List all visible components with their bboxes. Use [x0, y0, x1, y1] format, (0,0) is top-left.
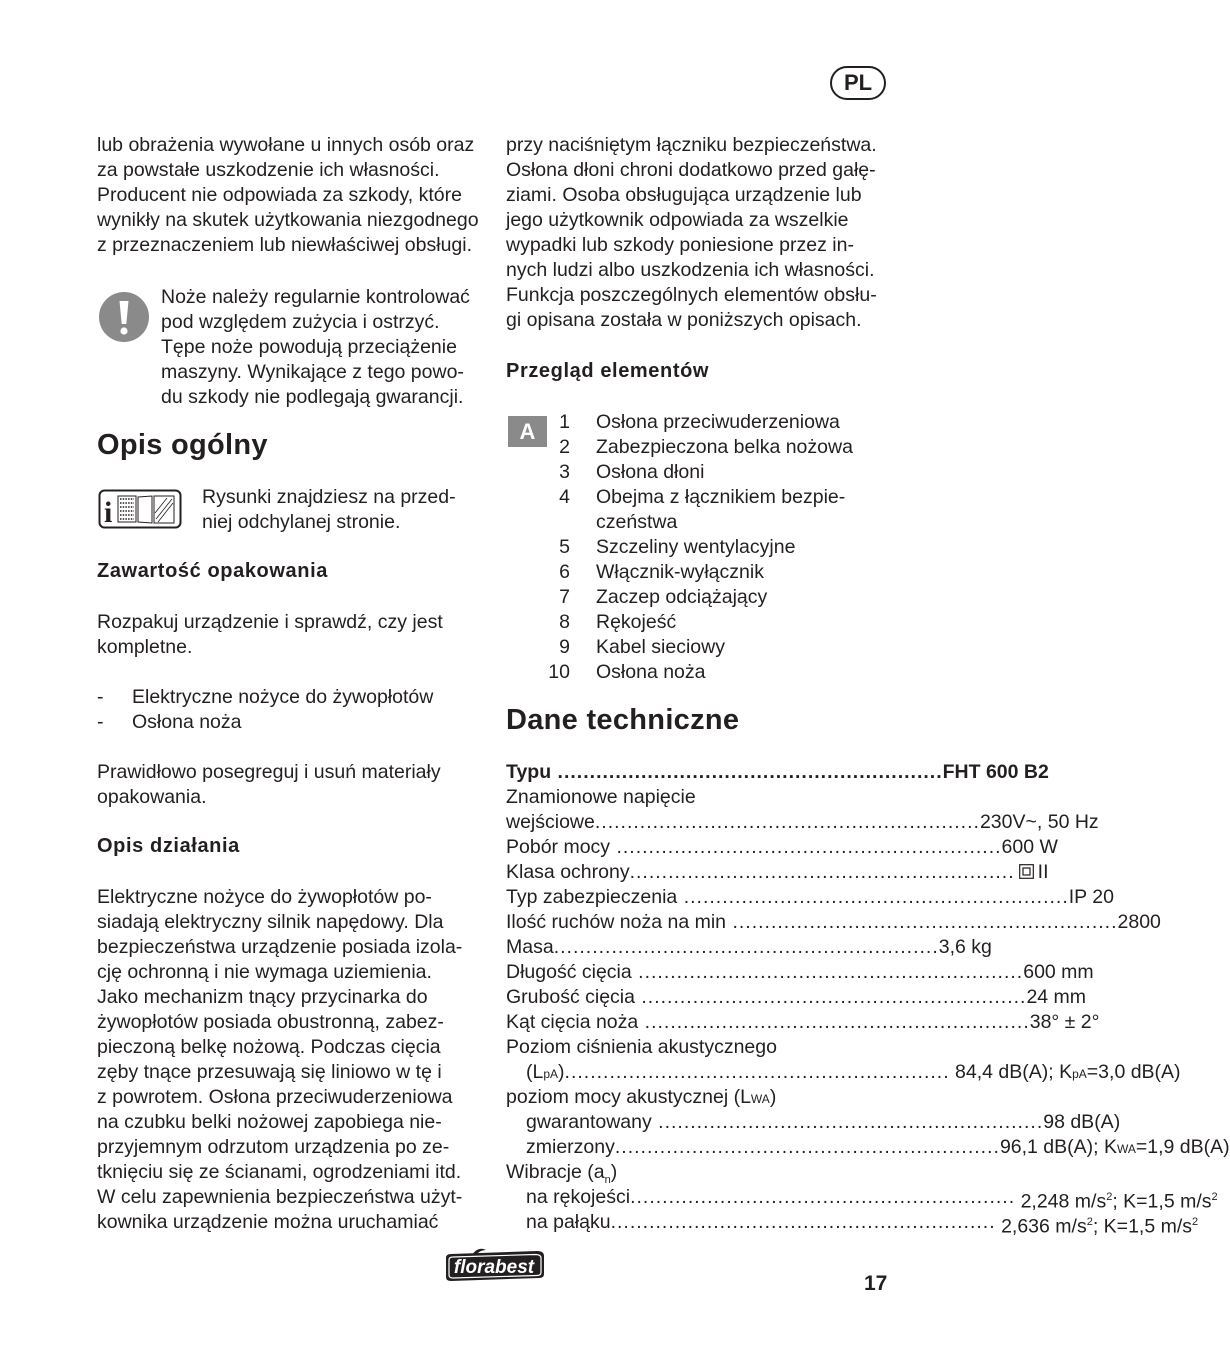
- spec-value: [996, 1210, 1199, 1238]
- symbol-subscript: WA: [1117, 1142, 1136, 1156]
- spec-row-ip: [506, 885, 1114, 910]
- leader-dots: ............................................................: [638, 1011, 1030, 1033]
- element-number: 2: [559, 436, 570, 458]
- spec-value: 230V~, 50 Hz: [979, 811, 1099, 833]
- label-text: Wibracje (a: [506, 1161, 605, 1183]
- paragraph-line: cję ochronną i nie wymaga uziemienia.: [97, 961, 432, 983]
- spec-label: Poziom ciśnienia akustycznego: [506, 1036, 777, 1058]
- value: 96,1 dB(A); K: [999, 1136, 1117, 1158]
- paragraph-line: Rozpakuj urządzenie i sprawdź, czy jest: [97, 611, 443, 633]
- section-title-tech: Dane techniczne: [506, 704, 740, 736]
- paragraph-line: Jako mechanizm tnący przycinarka do: [97, 986, 428, 1008]
- leader-dots: ............................................................: [614, 1136, 1000, 1158]
- element-label: Rękojeść: [596, 611, 677, 633]
- spec-key: Ilość ruchów noża na min: [506, 911, 727, 933]
- element-label: Kabel sieciowy: [596, 636, 725, 658]
- spec-key: Grubość cięcia: [506, 986, 635, 1008]
- paragraph-line: za powstałe uszkodzenie ich własności.: [97, 159, 440, 181]
- element-number: 6: [559, 561, 570, 583]
- leader-dots: ............................................................: [610, 836, 1002, 858]
- superscript: 2: [1211, 1191, 1218, 1203]
- spec-key: (LpA): [526, 1061, 565, 1083]
- leader-dots: ............................................................: [610, 1211, 996, 1233]
- paragraph-line: tknięciu się ze ścianami, ogrodzeniami itd.: [97, 1161, 462, 1183]
- symbol-subscript: pA: [1072, 1067, 1087, 1081]
- spec-row-mass: [506, 935, 992, 960]
- spec-key: wejściowe: [506, 811, 595, 833]
- superscript: 2: [1192, 1216, 1199, 1228]
- section-title-function: Opis działania: [97, 835, 240, 857]
- info-line: Rysunki znajdziesz na przed-: [202, 486, 456, 508]
- paragraph-line: wypadki lub szkody poniesione przez in-: [506, 234, 854, 256]
- label-text: ): [769, 1086, 777, 1108]
- value: =3,0 dB(A): [1086, 1061, 1181, 1083]
- paragraph-line: Osłona dłoni chroni dodatkowo przed gałę-: [506, 159, 876, 181]
- spec-row-measured: [526, 1135, 1230, 1160]
- section-title-overview: Przegląd elementów: [506, 360, 710, 382]
- element-label: Osłona przeciwuderzeniowa: [596, 411, 840, 433]
- spec-value: FHT 600 B2: [942, 761, 1049, 783]
- spec-row-voltage: [506, 810, 1099, 835]
- element-label: Zaczep odciążający: [596, 586, 768, 608]
- element-number: 8: [559, 611, 570, 633]
- paragraph-line: ziami. Osoba obsługująca urządzenie lub: [506, 184, 862, 206]
- element-number: 4: [559, 486, 570, 508]
- leader-dots: ............................................................: [629, 861, 1015, 883]
- element-label-continued: czeństwa: [596, 511, 678, 533]
- spec-value: 600 mm: [1023, 961, 1094, 983]
- element-label: Zabezpieczona belka nożowa: [596, 436, 853, 458]
- element-number: 1: [559, 411, 570, 433]
- value: 2,636 m/s: [1001, 1215, 1087, 1238]
- value: ; K=1,5 m/s: [1112, 1190, 1212, 1213]
- superscript: 2: [1086, 1216, 1093, 1228]
- spec-value: 24 mm: [1026, 986, 1087, 1008]
- spec-row-type: [506, 760, 1049, 785]
- paragraph-line: bezpieczeństwa urządzenie posiada izola-: [97, 936, 463, 958]
- element-number: 3: [559, 461, 570, 483]
- leader-dots: ............................................................: [677, 886, 1069, 908]
- spec-value: [1015, 860, 1049, 885]
- paragraph-line: siadają elektryczny silnik napędowy. Dla: [97, 911, 444, 933]
- value: =1,9 dB(A): [1135, 1136, 1230, 1158]
- warning-line: Noże należy regularnie kontrolować: [161, 286, 470, 308]
- paragraph-line: z przeznaczeniem lub niewłaściwej obsługi.: [97, 234, 473, 256]
- spec-key: gwarantowany: [526, 1111, 652, 1133]
- label-text: ): [610, 1161, 618, 1183]
- paragraph-line: kownika urządzenie można uruchamiać: [97, 1211, 439, 1233]
- leader-dots: ............................................................: [553, 936, 939, 958]
- paragraph-line: z powrotem. Osłona przeciwuderzeniowa: [97, 1086, 453, 1108]
- warning-exclamation-icon: [99, 292, 149, 342]
- logo-text: florabest: [453, 1257, 535, 1278]
- spec-value: 3,6 kg: [938, 936, 992, 958]
- spec-key: Długość cięcia: [506, 961, 632, 983]
- leader-dots: ............................................................: [726, 911, 1118, 933]
- paragraph-line: przyjemnym odrzutom urządzenia po ze-: [97, 1136, 450, 1158]
- spec-value: 600 W: [1001, 836, 1058, 858]
- leader-dots: ............................................................: [594, 811, 980, 833]
- spec-row-cut-angle: [506, 1010, 1100, 1035]
- list-item: Elektryczne nożyce do żywopłotów: [132, 686, 434, 708]
- leader-dots: ............................................................: [564, 1061, 950, 1083]
- spec-label: Znamionowe napięcie: [506, 786, 696, 808]
- paragraph-line: pieczoną belkę nożową. Podczas cięcia: [97, 1036, 441, 1058]
- section-title-general: Opis ogólny: [97, 429, 268, 461]
- spec-row-vibration-handle: [526, 1185, 1218, 1213]
- paragraph-line: Prawidłowo posegreguj i usuń materiały: [97, 761, 441, 783]
- spec-value: 98 dB(A): [1043, 1111, 1121, 1133]
- spec-row-guaranteed: [526, 1110, 1121, 1135]
- spec-row-strokes: [506, 910, 1161, 935]
- symbol-subscript: WA: [750, 1092, 770, 1106]
- value: 84,4 dB(A); K: [955, 1061, 1073, 1083]
- paragraph-line: wynikły na skutek użytkowania niezgodnego: [97, 209, 479, 231]
- spec-key: Masa: [506, 936, 554, 958]
- warning-line: Tępe noże powodują przeciążenie: [161, 336, 457, 358]
- leader-dots: ............................................................: [651, 1111, 1044, 1133]
- spec-key: Klasa ochrony: [506, 861, 630, 883]
- paragraph-line: opakowania.: [97, 786, 207, 808]
- spec-row-class: [506, 860, 1049, 885]
- spec-key: zmierzony: [526, 1136, 615, 1158]
- warning-line: maszyny. Wynikające z tego powo-: [161, 361, 464, 383]
- language-badge: PL: [830, 66, 886, 100]
- paragraph-line: Producent nie odpowiada za szkody, które: [97, 184, 462, 206]
- paragraph-line: gi opisana została w poniższych opisach.: [506, 309, 862, 331]
- paragraph-line: jego użytkownik odpowiada za wszelkie: [506, 209, 849, 231]
- spec-row-cut-length: [506, 960, 1094, 985]
- paragraph-line: żywopłotów posiada obustronną, zabez-: [97, 1011, 444, 1033]
- spec-value: [1015, 1185, 1218, 1213]
- spec-key: Typ zabezpieczenia: [506, 886, 678, 908]
- spec-value: [950, 1060, 1181, 1085]
- leader-dots: ............................................................: [634, 986, 1027, 1008]
- spec-row-power: [506, 835, 1058, 860]
- double-insulation-icon: [1019, 864, 1034, 879]
- spec-key: Kąt cięcia noża: [506, 1011, 639, 1033]
- paragraph-line: W celu zapewnienia bezpieczeństwa użyt-: [97, 1186, 463, 1208]
- leader-dots: ............................................................: [630, 1186, 1016, 1208]
- paragraph-line: lub obrażenia wywołane u innych osób oraz: [97, 134, 475, 156]
- spec-key: na rękojeści: [526, 1186, 631, 1208]
- element-label: Osłona dłoni: [596, 461, 705, 483]
- value: ; K=1,5 m/s: [1092, 1215, 1193, 1238]
- leader-dots: ............................................................: [551, 761, 943, 783]
- element-label: Osłona noża: [596, 661, 706, 683]
- spec-value: 38° ± 2°: [1029, 1011, 1100, 1033]
- superscript: 2: [1106, 1191, 1113, 1203]
- info-book-icon: [98, 489, 182, 535]
- element-number: 5: [559, 536, 570, 558]
- warning-line: du szkody nie podlegają gwarancji.: [161, 386, 464, 408]
- label-text: poziom mocy akustycznej (L: [506, 1086, 751, 1108]
- spec-value: 2800: [1117, 911, 1161, 933]
- value: 2,248 m/s: [1020, 1190, 1107, 1213]
- spec-key: Typu: [506, 761, 552, 783]
- symbol-subscript: n: [604, 1173, 611, 1186]
- spec-key: Pobór mocy: [506, 836, 611, 858]
- paragraph-line: nych ludzi albo uszkodzenia ich własności.: [506, 259, 875, 281]
- element-label: Obejma z łącznikiem bezpie-: [596, 486, 846, 508]
- paragraph-line: zęby tnące przesuwają się liniowo w tę i: [97, 1061, 442, 1083]
- svg-text:i: i: [104, 496, 113, 529]
- element-number: 10: [548, 661, 570, 683]
- paragraph-line: Elektryczne nożyce do żywopłotów po-: [97, 886, 432, 908]
- spec-key: na pałąku: [526, 1211, 611, 1233]
- info-line: niej odchylanej stronie.: [202, 511, 401, 533]
- spec-label: [506, 1085, 776, 1112]
- symbol: L: [532, 1061, 544, 1083]
- spec-row-cut-thickness: [506, 985, 1087, 1010]
- paragraph-line: przy naciśniętym łączniku bezpieczeństwa.: [506, 134, 877, 156]
- spec-value: [1000, 1135, 1230, 1160]
- element-label: Włącznik-wyłącznik: [596, 561, 764, 583]
- class-value: II: [1037, 861, 1049, 883]
- element-number: 9: [559, 636, 570, 658]
- element-number: 7: [559, 586, 570, 608]
- leader-dots: ............................................................: [631, 961, 1024, 983]
- list-bullet: -: [97, 686, 104, 708]
- brand-logo: [442, 1246, 548, 1292]
- page-number: 17: [864, 1272, 888, 1295]
- element-label: Szczeliny wentylacyjne: [596, 536, 796, 558]
- paragraph-line: kompletne.: [97, 636, 193, 658]
- section-title-package: Zawartość opakowania: [97, 560, 328, 582]
- figure-reference-badge: A: [508, 416, 547, 447]
- spec-row-pressure: [526, 1060, 1181, 1085]
- spec-value: IP 20: [1068, 886, 1114, 908]
- spec-row-vibration-bow: [526, 1210, 1199, 1238]
- list-bullet: -: [97, 711, 104, 733]
- symbol-subscript: pA: [543, 1067, 559, 1081]
- list-item: Osłona noża: [132, 711, 242, 733]
- paragraph-line: na czubku belki nożowej zapobiega nie-: [97, 1111, 442, 1133]
- paragraph-line: Funkcja poszczególnych elementów obsłu-: [506, 284, 877, 306]
- warning-line: pod względem zużycia i ostrzyć.: [161, 311, 440, 333]
